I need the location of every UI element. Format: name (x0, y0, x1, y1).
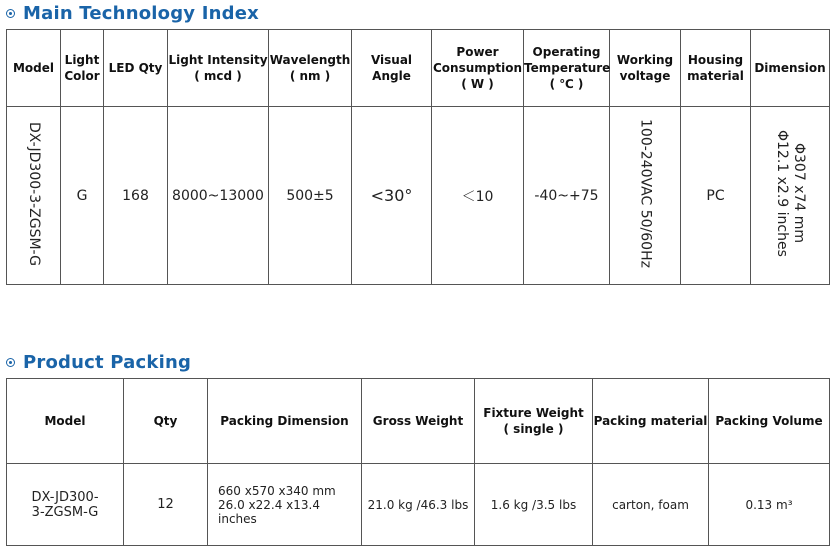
wavelength-cell: 500±5 (269, 107, 352, 285)
table-row (7, 464, 830, 546)
header-cell: Wavelength ( nm ) (269, 30, 352, 107)
table-row (7, 107, 830, 285)
led-qty-cell: 168 (104, 107, 168, 285)
header-cell: Power Consumption ( W ) (432, 30, 524, 107)
color-cell: G (61, 107, 104, 285)
header-cell: Dimension (751, 30, 830, 107)
packing-dimension-cell: 660 x570 x340 mm 26.0 x22.4 x13.4 inches (208, 464, 362, 546)
section-heading: Main Technology Index (23, 3, 259, 24)
header-cell: Light Intensity ( mcd ) (168, 30, 269, 107)
table-header-row (7, 30, 830, 107)
header-cell: Housing material (681, 30, 751, 107)
header-cell: Operating Temperature ( ℃ ) (524, 30, 610, 107)
packing-section-title (6, 352, 191, 373)
header-cell: Packing Dimension (208, 379, 362, 464)
header-cell: Visual Angle (352, 30, 432, 107)
header-cell: Model (7, 379, 124, 464)
qty-cell: 12 (124, 464, 208, 546)
power-cell: ＜10 (432, 107, 524, 285)
bullet-icon (6, 9, 15, 18)
header-cell: Gross Weight (362, 379, 475, 464)
header-cell: Working voltage (610, 30, 681, 107)
model-cell: DX-JD300- 3-ZGSM-G (7, 464, 124, 546)
table-header-row (7, 379, 830, 464)
technology-table (6, 29, 830, 285)
fixture-weight-cell: 1.6 kg /3.5 lbs (475, 464, 593, 546)
gross-weight-cell: 21.0 kg /46.3 lbs (362, 464, 475, 546)
model-cell: DX-JD300-3-ZGSM-G (7, 107, 61, 285)
tech-section-title (6, 3, 259, 24)
header-cell: Packing material (593, 379, 709, 464)
header-cell: LED Qty (104, 30, 168, 107)
packing-material-cell: carton, foam (593, 464, 709, 546)
packing-volume-cell: 0.13 m³ (709, 464, 830, 546)
header-cell: Qty (124, 379, 208, 464)
temperature-cell: -40~+75 (524, 107, 610, 285)
dimension-cell (751, 107, 830, 285)
header-cell: Model (7, 30, 61, 107)
packing-table (6, 378, 830, 546)
header-cell: Light Color (61, 30, 104, 107)
visual-angle-cell: <30° (352, 107, 432, 285)
voltage-cell: 100-240VAC 50/60Hz (610, 107, 681, 285)
housing-cell: PC (681, 107, 751, 285)
dimension-text: Φ307 x74 mm Φ12.1 x2.9 inches (774, 130, 807, 257)
section-heading: Product Packing (23, 352, 192, 373)
bullet-icon (6, 358, 15, 367)
header-cell: Packing Volume (709, 379, 830, 464)
header-cell: Fixture Weight ( single ) (475, 379, 593, 464)
intensity-cell: 8000~13000 (168, 107, 269, 285)
